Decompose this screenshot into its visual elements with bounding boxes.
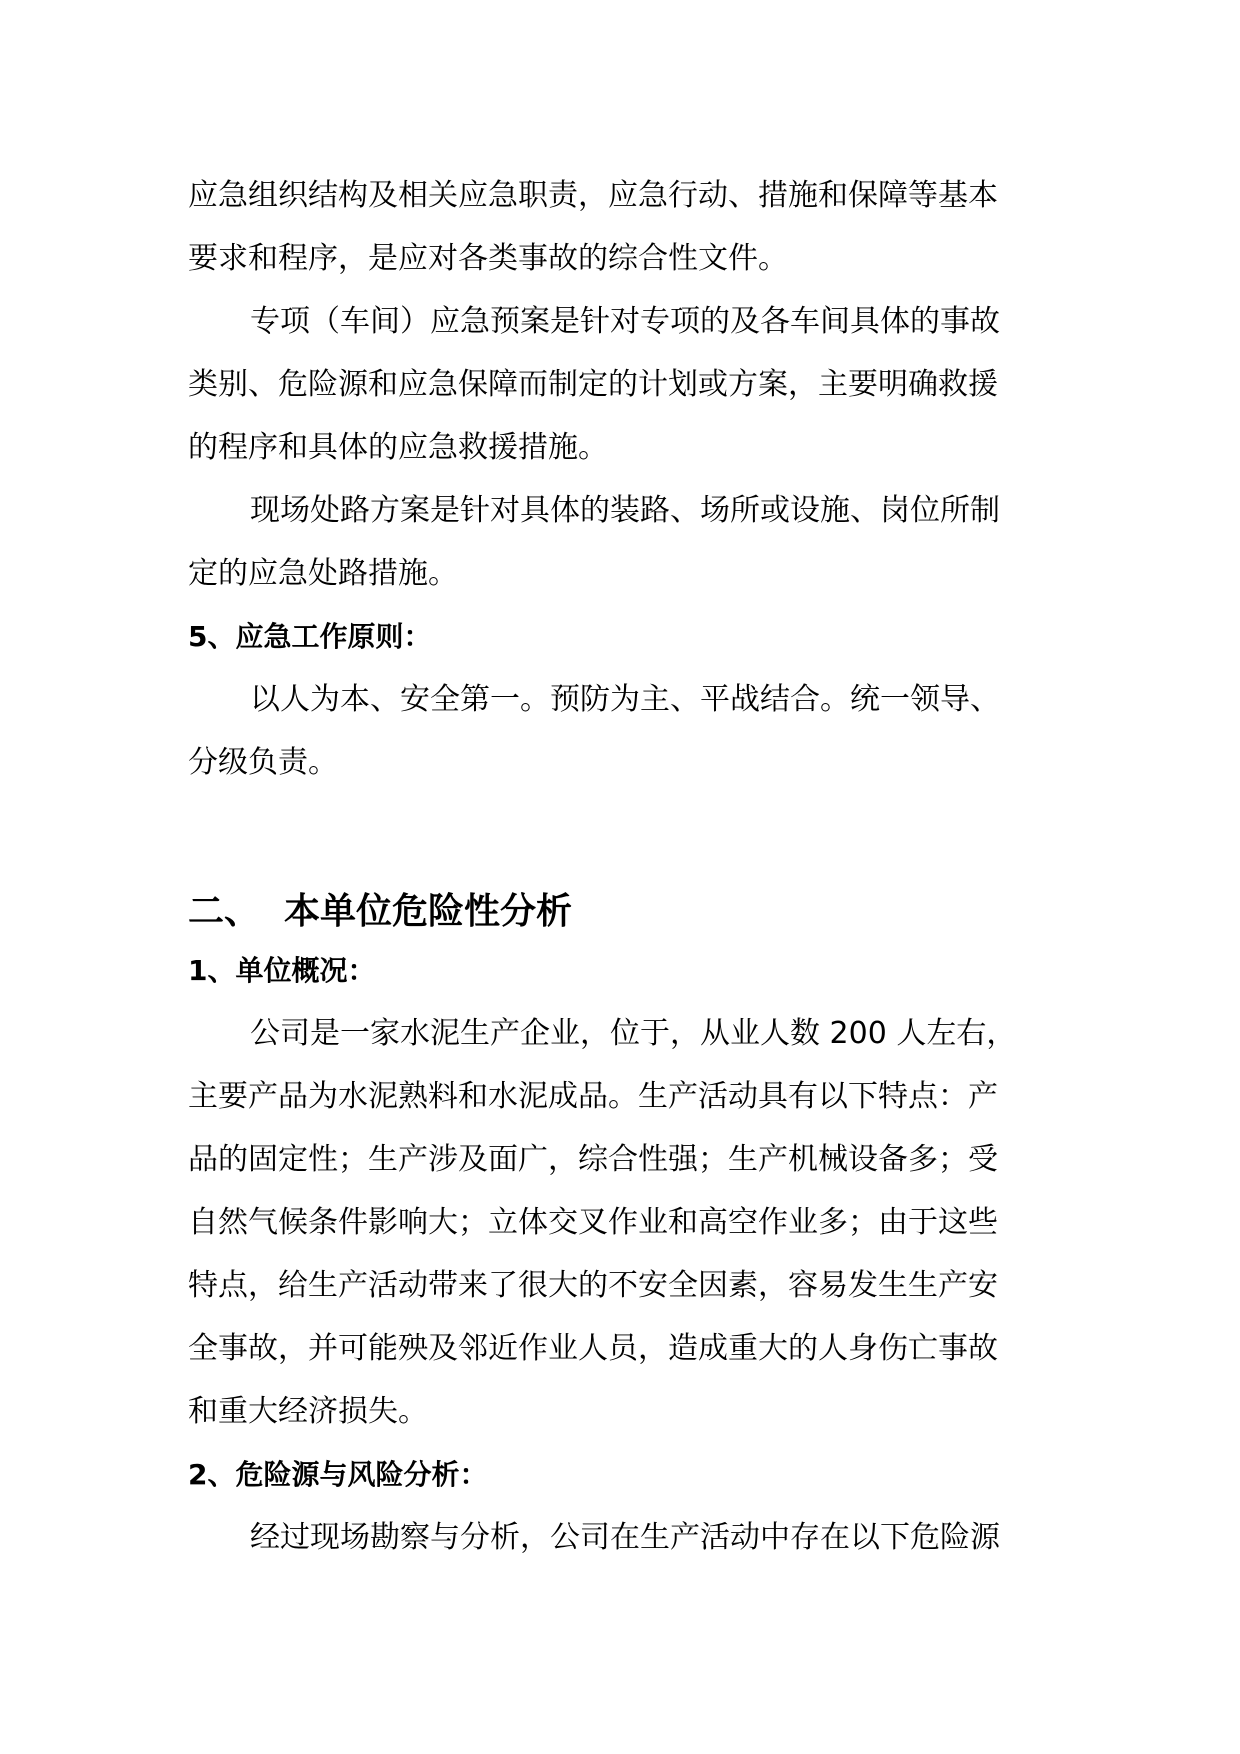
subheading-hazard-analysis: 2、危险源与风险分析： bbox=[188, 1458, 488, 1491]
body-text-line: 全事故，并可能殃及邻近作业人员，造成重大的人身伤亡事故 bbox=[188, 1331, 998, 1366]
body-text-line: 的程序和具体的应急救援措施。 bbox=[188, 430, 608, 465]
body-text-line: 主要产品为水泥熟料和水泥成品。生产活动具有以下特点：产 bbox=[188, 1079, 998, 1114]
body-text-line: 定的应急处路措施。 bbox=[188, 556, 458, 591]
body-text-line: 类别、危险源和应急保障而制定的计划或方案，主要明确救援 bbox=[188, 367, 998, 402]
paragraph-first-line: 经过现场勘察与分析，公司在生产活动中存在以下危险源 bbox=[250, 1520, 1000, 1555]
body-text-line: 和重大经济损失。 bbox=[188, 1394, 428, 1429]
body-text-line: 应急组织结构及相关应急职责，应急行动、措施和保障等基本 bbox=[188, 178, 998, 213]
paragraph-first-line: 现场处路方案是针对具体的装路、场所或设施、岗位所制 bbox=[250, 493, 1000, 528]
section-number: 二、 bbox=[188, 891, 261, 932]
body-text-line: 要求和程序，是应对各类事故的综合性文件。 bbox=[188, 241, 788, 276]
paragraph-first-line: 专项（车间）应急预案是针对专项的及各车间具体的事故 bbox=[250, 304, 1000, 339]
subheading-unit-overview: 1、单位概况： bbox=[188, 954, 376, 987]
body-text-line: 分级负责。 bbox=[188, 745, 338, 780]
body-text-line: 品的固定性；生产涉及面广，综合性强；生产机械设备多；受 bbox=[188, 1142, 998, 1177]
paragraph-first-line: 公司是一家水泥生产企业，位于，从业人数 200 人左右， bbox=[250, 1016, 1017, 1051]
subheading-work-principles: 5、应急工作原则： bbox=[188, 620, 432, 653]
section-heading bbox=[188, 888, 572, 936]
paragraph-first-line: 以人为本、安全第一。预防为主、平战结合。统一领导、 bbox=[250, 682, 1000, 717]
section-title-text: 本单位危险性分析 bbox=[284, 891, 573, 932]
body-text-line: 自然气候条件影响大；立体交叉作业和高空作业多；由于这些 bbox=[188, 1205, 998, 1240]
body-text-line: 特点，给生产活动带来了很大的不安全因素，容易发生生产安 bbox=[188, 1268, 998, 1303]
